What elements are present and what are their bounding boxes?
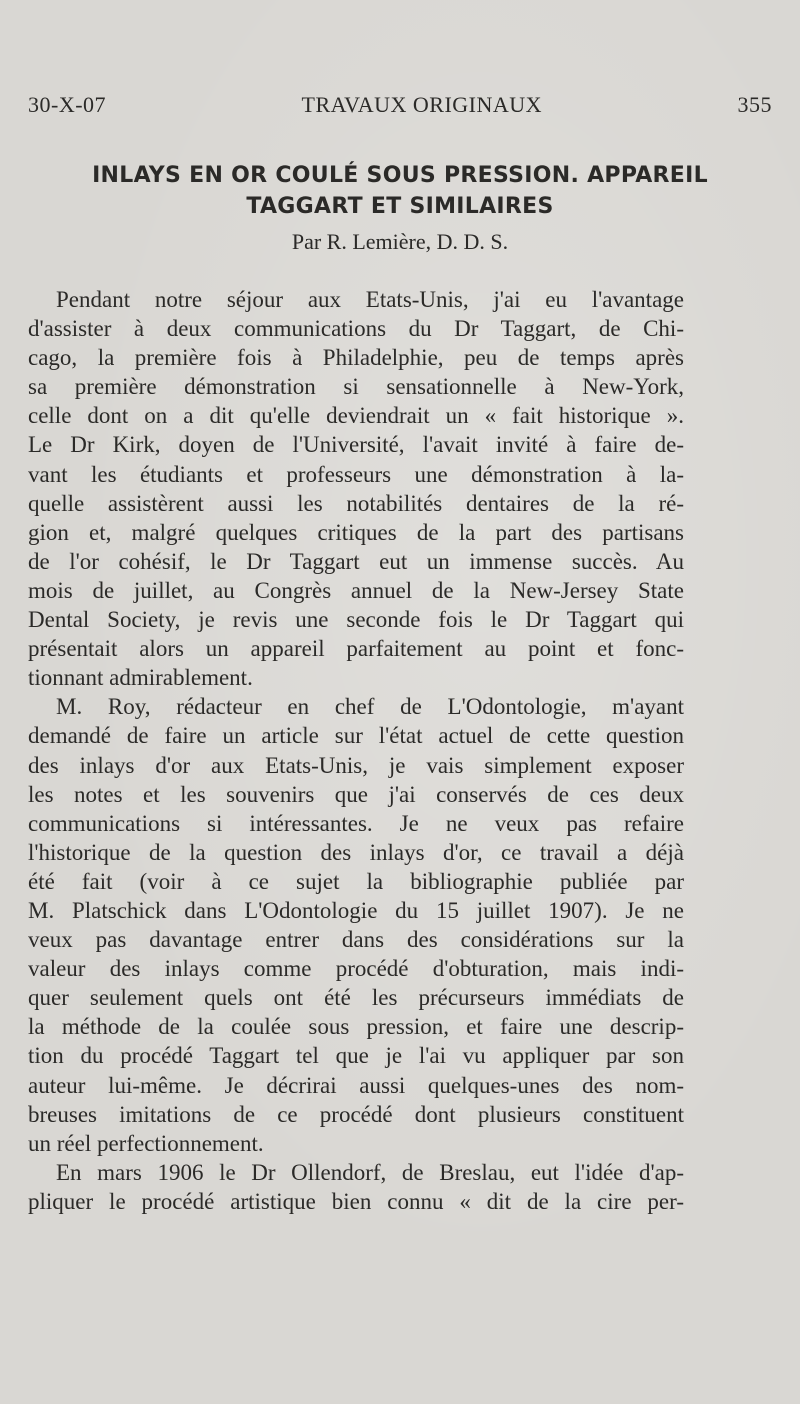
text-line: quelle assistèrent aussi les notabilités dentaires de la ré- (28, 490, 684, 516)
text-line: présentait alors un appareil parfaitement au point et fonc- (28, 636, 684, 662)
text-line: communications si intéressantes. Je ne veux pas refaire (28, 810, 684, 836)
article-title-line: INLAYS EN OR COULÉ SOUS PRESSION. APPAREIL (92, 163, 708, 188)
text-line: M. Platschick dans L'Odontologie du 15 juillet 1907). Je ne (28, 897, 684, 923)
page-number: 355 (737, 92, 772, 117)
text-line: Le Dr Kirk, doyen de l'Université, l'avait invité à faire de- (28, 432, 684, 458)
text-line: valeur des inlays comme procédé d'obturation, mais indi- (28, 956, 684, 982)
running-header (28, 92, 772, 132)
text-line: demandé de faire un article sur l'état actuel de cette question (28, 723, 684, 749)
text-line: quer seulement quels ont été les précurseurs immédiats de (28, 985, 684, 1011)
article-title (28, 160, 772, 222)
paragraph-3 (28, 1158, 684, 1216)
header-date: 30-X-07 (28, 92, 107, 117)
text-line: des inlays d'or aux Etats-Unis, je vais simplement exposer (28, 752, 684, 778)
paragraph-2 (28, 692, 684, 1158)
text-line: vant les étudiants et professeurs une démonstration à la- (28, 461, 684, 487)
text-line: En mars 1906 le Dr Ollendorf, de Breslau, eut l'idée d'ap- (56, 1159, 684, 1185)
text-line: sa première démonstration si sensationnelle à New-York, (28, 374, 684, 400)
paragraph-1 (28, 285, 684, 692)
text-line: M. Roy, rédacteur en chef de L'Odontologie, m'ayant (56, 694, 684, 720)
text-line: auteur lui-même. Je décrirai aussi quelques-unes des nom- (28, 1072, 684, 1098)
text-line: tionnant admirablement. (28, 665, 253, 691)
text-line: celle dont on a dit qu'elle deviendrait un « fait historique ». (28, 403, 684, 429)
text-line: mois de juillet, au Congrès annuel de la New-Jersey State (28, 577, 684, 603)
text-line: breuses imitations de ce procédé dont plusieurs constituent (28, 1101, 684, 1127)
article-title-line: TAGGART ET SIMILAIRES (246, 194, 554, 219)
text-line: d'assister à deux communications du Dr Taggart, de Chi- (28, 316, 684, 342)
text-line: de l'or cohésif, le Dr Taggart eut un immense succès. Au (28, 548, 684, 574)
text-line: tion du procédé Taggart tel que je l'ai vu appliquer par son (28, 1043, 684, 1069)
header-section-title: TRAVAUX ORIGINAUX (301, 92, 543, 117)
article-body (28, 285, 684, 1216)
text-line: Dental Society, je revis une seconde fois le Dr Taggart qui (28, 607, 684, 633)
text-line: été fait (voir à ce sujet la bibliographie publiée par (28, 868, 684, 894)
text-line: veux pas davantage entrer dans des considérations sur la (28, 927, 684, 953)
text-line: pliquer le procédé artistique bien connu « dit de la cire per- (28, 1188, 684, 1214)
text-line: cago, la première fois à Philadelphie, peu de temps après (28, 345, 684, 371)
text-line: Pendant notre séjour aux Etats-Unis, j'ai eu l'avantage (56, 287, 684, 312)
text-line: gion et, malgré quelques critiques de la part des partisans (28, 519, 684, 545)
article-byline: Par R. Lemière, D. D. S. (291, 229, 509, 254)
text-line: un réel perfectionnement. (28, 1130, 264, 1156)
text-line: la méthode de la coulée sous pression, et faire une descrip- (28, 1014, 684, 1040)
text-line: l'historique de la question des inlays d'or, ce travail a déjà (28, 839, 684, 865)
text-line: les notes et les souvenirs que j'ai conservés de ces deux (28, 781, 684, 807)
